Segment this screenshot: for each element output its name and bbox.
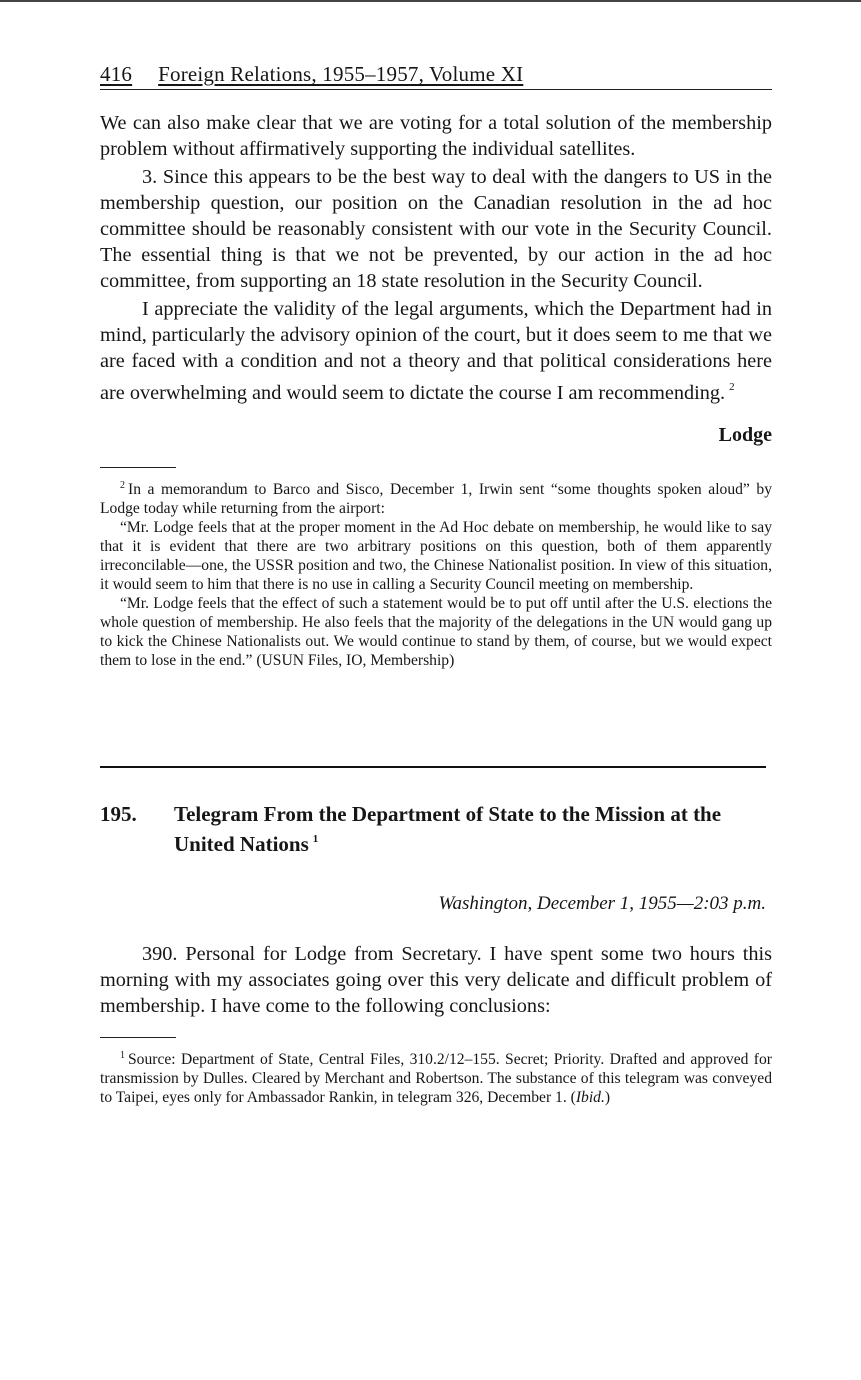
- document-number: 195.: [100, 802, 137, 826]
- continuation-text: [100, 110, 772, 406]
- running-title: Foreign Relations, 1955–1957, Volume XI: [158, 62, 524, 86]
- paragraph-text: I appreciate the validity of the legal arguments, which the Department had in mind, particularly the advisory opinion of the court, but it does seem to me that we are faced with a condition and not a theory and that political considerations here are overwhelming and would seem to dictate the course I am recommending.: [100, 298, 772, 404]
- footnote-paragraph: “Mr. Lodge feels that the effect of such a statement would be to put off until after the U.S. elections the whole question of membership. He also feels that the majority of the delegations in the UN would gang up to kick the Chinese Nationalists out. We would continue to stand by them, of course, but we would expect them to lose in the end.” (USUN Files, IO, Membership): [100, 595, 772, 669]
- document-title: [174, 802, 772, 857]
- footnote-paragraph: [100, 476, 772, 518]
- footnote-1: [100, 1046, 772, 1107]
- document-separator: [100, 766, 766, 768]
- document-page: [100, 62, 772, 1107]
- footnote-number: 2: [120, 480, 125, 491]
- dateline: Washington, December 1, 1955—2:03 p.m.: [438, 893, 766, 914]
- document-title-text: Telegram From the Department of State to the Mission at the United Nations: [174, 802, 722, 856]
- document-heading: [100, 802, 772, 857]
- footnote-text: In a memorandum to Barco and Sisco, December 1, Irwin sent “some thoughts spoken aloud” by Lodge today while returning from the airport:: [100, 481, 772, 517]
- footnote-number: 1: [120, 1050, 125, 1061]
- footnote-paragraph: “Mr. Lodge feels that at the proper moment in the Ad Hoc debate on membership, he would like to say that it is evident that there are two arbitrary positions on this question, both of them apparently irreconcilable—one, the USSR position and two, the Chinese Nationalist position. In view of this situation, it would seem to him that there is no use in calling a Security Council meeting on membership.: [100, 519, 772, 593]
- footnote-italic-citation: Ibid.: [575, 1089, 605, 1106]
- signature: Lodge: [718, 424, 772, 446]
- footnote-divider: [100, 1037, 176, 1038]
- footnote-paragraph: [100, 1046, 772, 1107]
- paragraph: 390. Personal for Lodge from Secretary. I have spent some two hours this morning with my associates going over this very delicate and difficult problem of membership. I have come to the following conclusions:: [100, 943, 772, 1017]
- telegram-text: [100, 941, 772, 1019]
- paragraph: [100, 296, 772, 406]
- footnote-2: [100, 476, 772, 670]
- footnote-text-end: ): [604, 1089, 611, 1106]
- footnote-reference[interactable]: 1: [312, 833, 319, 845]
- page-top-edge: [0, 0, 861, 2]
- footnote-divider: [100, 467, 176, 468]
- running-head: [100, 62, 772, 90]
- footnote-text: Source: Department of State, Central Files, 310.2/12–155. Secret; Priority. Drafted and approved for transmission by Dulles. Cleared by Merchant and Robertson. The substance of this telegram was conveyed to Taipei, eyes only for Ambassador Rankin, in telegram 326, December 1. (: [100, 1051, 772, 1106]
- page-number: 416: [100, 62, 133, 86]
- footnote-reference[interactable]: 2: [729, 381, 735, 393]
- paragraph: 3. Since this appears to be the best way to deal with the dangers to US in the membership question, our position on the Canadian resolution in the ad hoc committee should be reasonably consistent with our vote in the Security Council. The essential thing is that we not be prevented, by our action in the ad hoc committee, from supporting an 18 state resolution in the Security Council.: [100, 166, 772, 292]
- paragraph: We can also make clear that we are voting for a total solution of the membership problem without affirmatively supporting the individual satellites.: [100, 112, 772, 160]
